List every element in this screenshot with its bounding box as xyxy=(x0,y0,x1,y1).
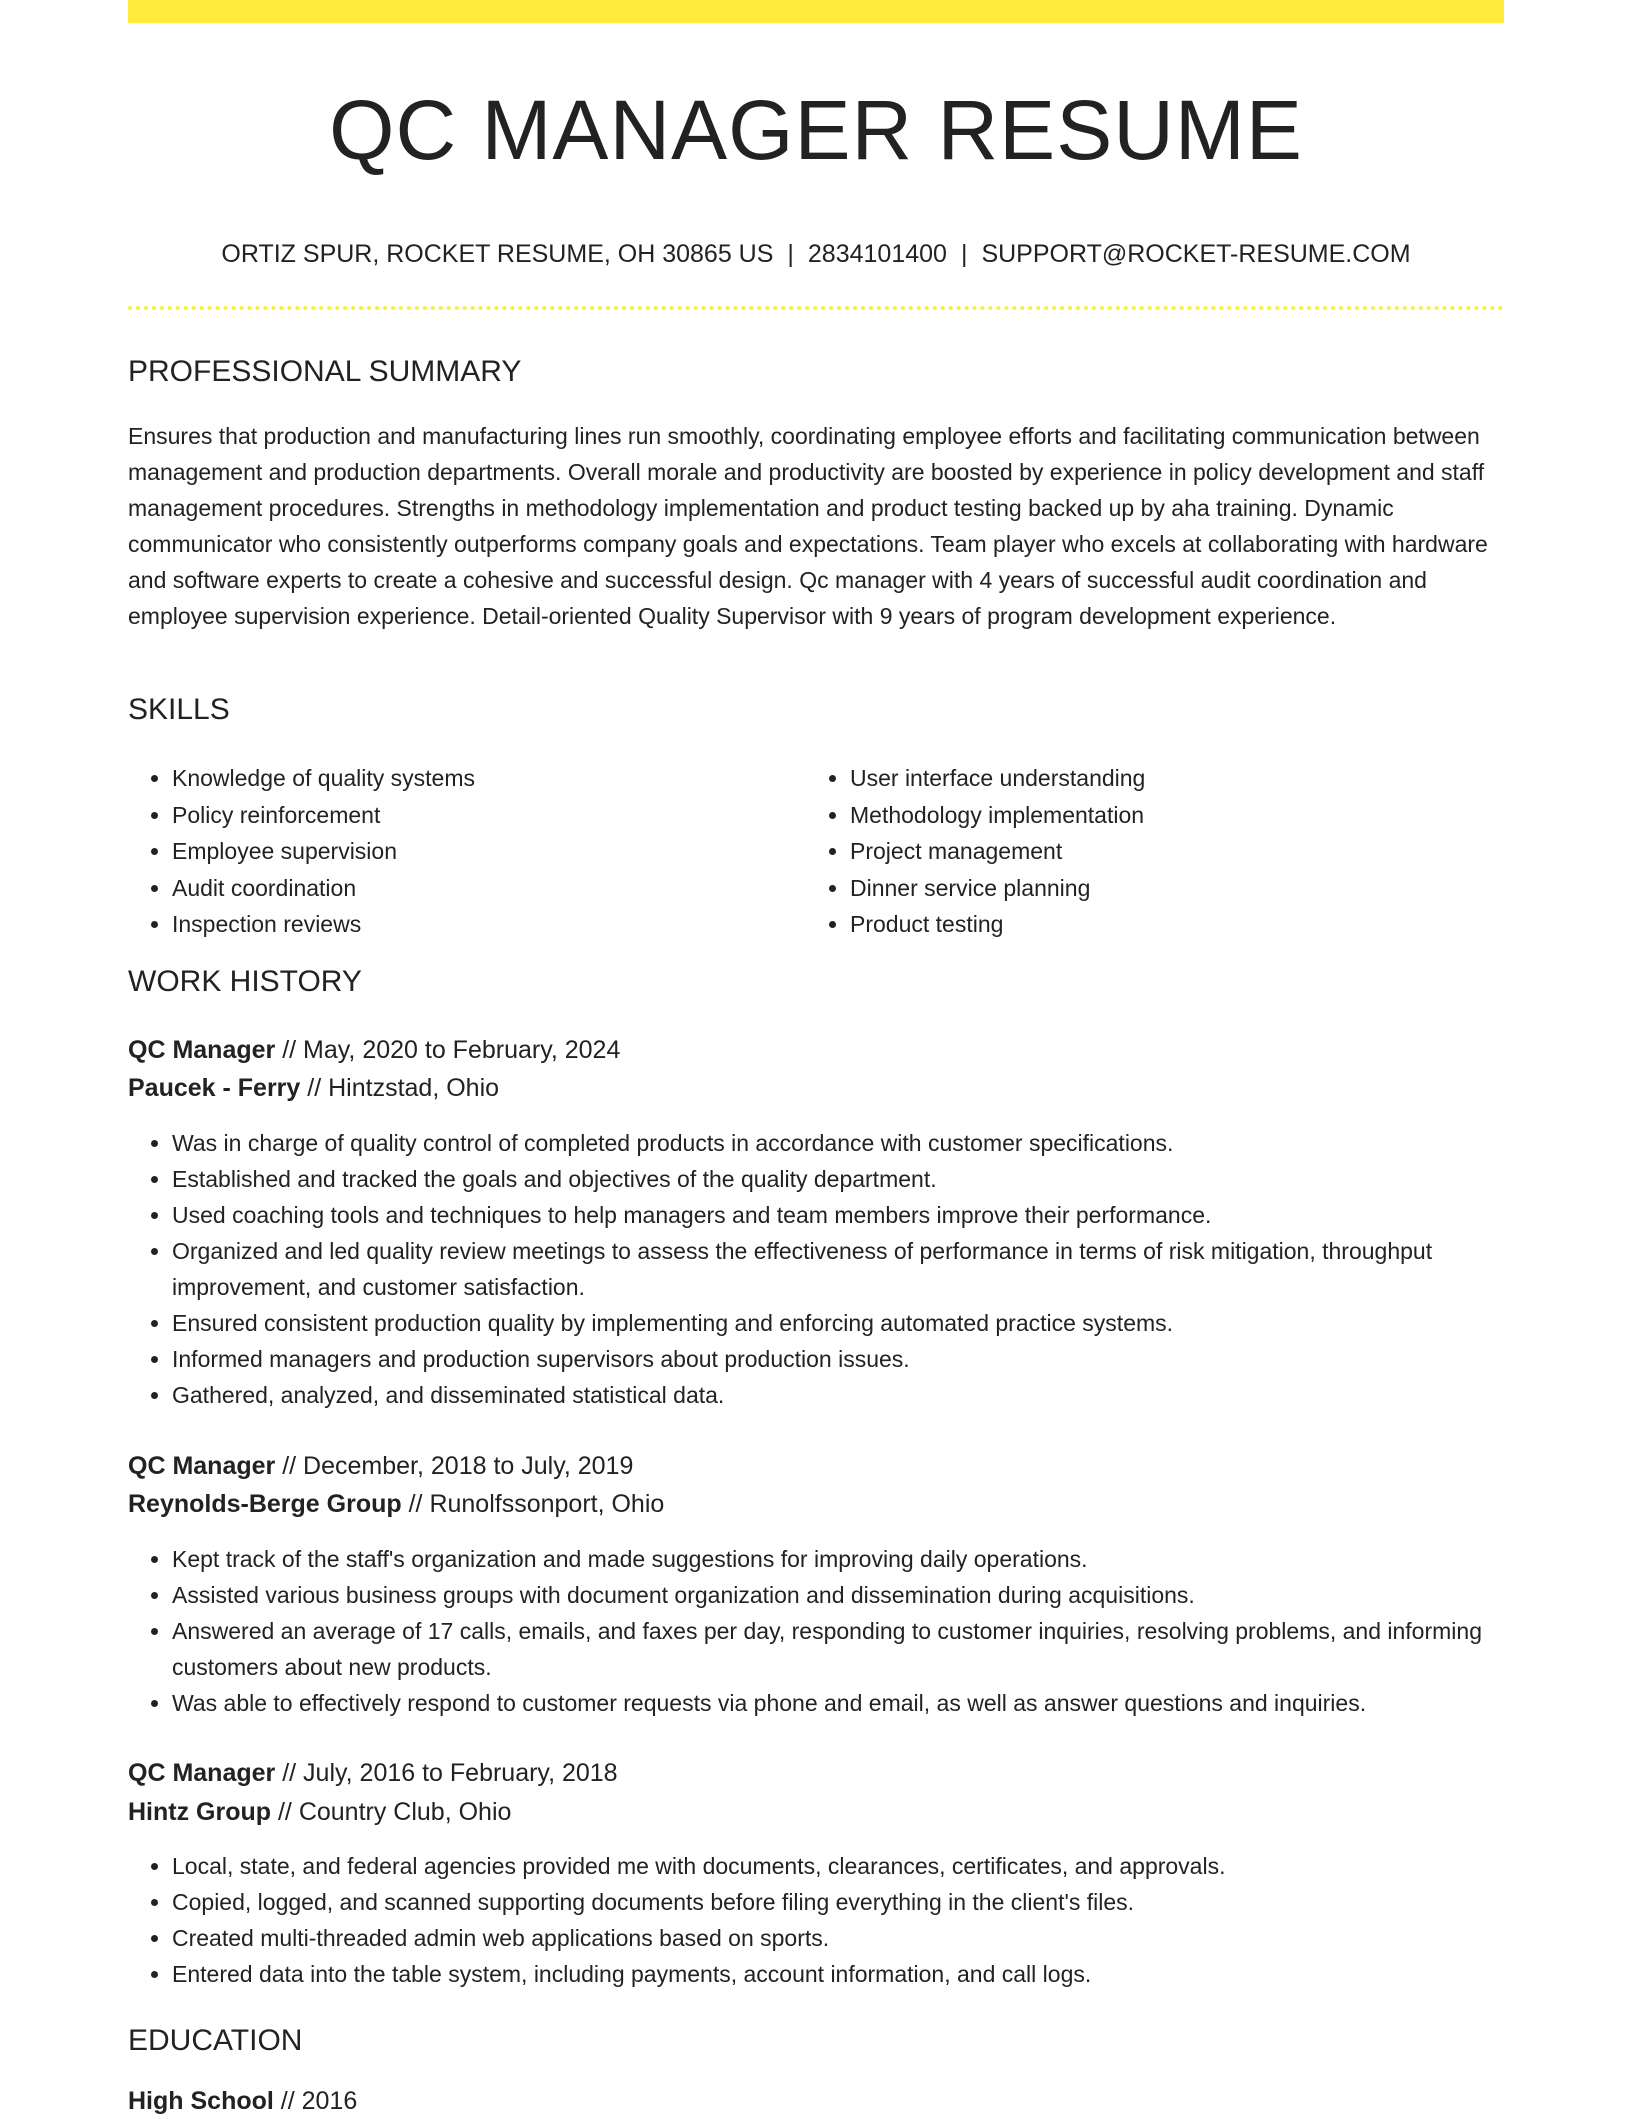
job-bullet: • Established and tracked the goals and objectives of the quality department. xyxy=(172,1161,1504,1197)
job-company: Reynolds-Berge Group xyxy=(128,1490,402,1518)
job-title-line xyxy=(128,1032,620,1068)
job-bullet: • Organized and led quality review meetings to assess the effectiveness of performance in terms of risk mitigation, throughput improvement, and customer satisfaction. xyxy=(172,1233,1504,1305)
job-location: // Runolfssonport, Ohio xyxy=(401,1490,665,1518)
header-divider xyxy=(128,306,1504,310)
skills-heading: SKILLS xyxy=(128,693,230,726)
job-bullet: • Used coaching tools and techniques to help managers and team members improve their performance. xyxy=(172,1197,1504,1233)
skill-item: • Dinner service planning xyxy=(850,870,1490,907)
job-bullet: • Assisted various business groups with document organization and dissemination during acquisitions. xyxy=(172,1577,1504,1613)
job-title-line xyxy=(128,1448,633,1484)
job-bullet: • Copied, logged, and scanned supporting documents before filing everything in the client's files. xyxy=(172,1884,1504,1920)
job-bullets xyxy=(128,1541,1504,1721)
job-title-line xyxy=(128,1755,618,1791)
education-degree: High School xyxy=(128,2087,274,2115)
job-bullet: • Was able to effectively respond to customer requests via phone and email, as well as answer questions and inquiries. xyxy=(172,1685,1504,1721)
education-heading: EDUCATION xyxy=(128,2024,303,2057)
skill-item: • Inspection reviews xyxy=(172,906,812,943)
job-bullets xyxy=(128,1848,1504,1992)
skill-item: • Employee supervision xyxy=(172,833,812,870)
job-location: // Hintzstad, Ohio xyxy=(300,1074,500,1102)
job-company-line xyxy=(128,1486,664,1522)
summary-heading: PROFESSIONAL SUMMARY xyxy=(128,355,522,388)
job-company: Paucek - Ferry xyxy=(128,1074,301,1102)
job-bullet: • Gathered, analyzed, and disseminated statistical data. xyxy=(172,1377,1504,1413)
skill-item: • Project management xyxy=(850,833,1490,870)
job-bullet: • Created multi-threaded admin web applications based on sports. xyxy=(172,1920,1504,1956)
job-bullet: • Local, state, and federal agencies provided me with documents, clearances, certificates, and approvals. xyxy=(172,1848,1504,1884)
job-company-line xyxy=(128,1794,511,1830)
job-bullet: • Entered data into the table system, including payments, account information, and call logs. xyxy=(172,1956,1504,1992)
skill-item: • User interface understanding xyxy=(850,760,1490,797)
skill-item: • Policy reinforcement xyxy=(172,797,812,834)
education-year: // 2016 xyxy=(273,2087,358,2115)
resume-title: QC MANAGER RESUME xyxy=(329,83,1303,177)
job-bullet: • Was in charge of quality control of completed products in accordance with customer specifications. xyxy=(172,1125,1504,1161)
skills-list-left xyxy=(128,760,812,943)
job-bullet: • Informed managers and production supervisors about production issues. xyxy=(172,1341,1504,1377)
job-title: QC Manager xyxy=(128,1452,276,1480)
job-bullet: • Answered an average of 17 calls, emails, and faxes per day, responding to customer inquiries, resolving problems, and informing customers about new products. xyxy=(172,1613,1504,1685)
job-title: QC Manager xyxy=(128,1759,276,1787)
job-dates: // July, 2016 to February, 2018 xyxy=(275,1759,618,1787)
job-bullets xyxy=(128,1125,1504,1413)
skill-item: • Product testing xyxy=(850,906,1490,943)
contact-email: SUPPORT@ROCKET-RESUME.COM xyxy=(981,240,1411,268)
job-company: Hintz Group xyxy=(128,1798,272,1826)
job-location: // Country Club, Ohio xyxy=(271,1798,512,1826)
skill-item: • Audit coordination xyxy=(172,870,812,907)
contact-separator: | xyxy=(960,240,968,268)
skills-list-right xyxy=(806,760,1490,943)
job-bullet: • Kept track of the staff's organization and made suggestions for improving daily operations. xyxy=(172,1541,1504,1577)
job-dates: // May, 2020 to February, 2024 xyxy=(275,1036,621,1064)
skill-item: • Knowledge of quality systems xyxy=(172,760,812,797)
contact-separator: | xyxy=(787,240,794,268)
work-history-heading: WORK HISTORY xyxy=(128,965,362,998)
summary-text: Ensures that production and manufacturing lines run smoothly, coordinating employee efforts and facilitating communication between management and production departments. Overall morale and productivity are boosted by experience in policy development and staff management procedures. Strengths in methodology implementation and product testing backed up by aha training. Dynamic communicator who consistently outperforms company goals and expectations. Team player who excels at collaborating with hardware and software experts to create a cohesive and successful design. Qc manager with 4 years of successful audit coordination and employee supervision experience. Detail-oriented Quality Supervisor with 9 years of program development experience. xyxy=(128,423,1488,629)
header-accent-bar xyxy=(128,0,1504,23)
education-entry xyxy=(128,2083,357,2119)
job-title: QC Manager xyxy=(128,1036,276,1064)
job-bullet: • Ensured consistent production quality by implementing and enforcing automated practice systems. xyxy=(172,1305,1504,1341)
contact-address: ORTIZ SPUR, ROCKET RESUME, OH 30865 US xyxy=(221,240,774,268)
skill-item: • Methodology implementation xyxy=(850,797,1490,834)
contact-line xyxy=(128,236,1504,272)
contact-phone: 2834101400 xyxy=(807,240,947,268)
job-company-line xyxy=(128,1070,499,1106)
job-dates: // December, 2018 to July, 2019 xyxy=(275,1452,634,1480)
